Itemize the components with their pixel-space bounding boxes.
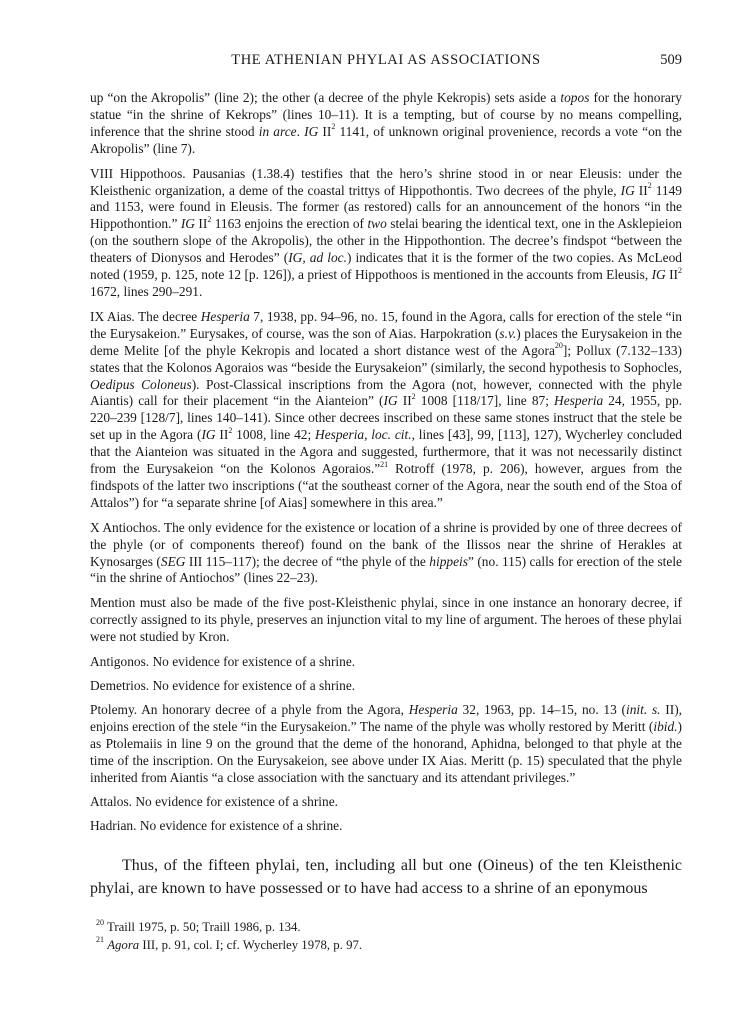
paragraph-ptolemy: Ptolemy. An honorary decree of a phyle from the Agora, Hesperia 32, 1963, pp. 14–15, no. 13 (init. s. II), enjoins erection of the stele “in the Eurysakeion.” The name of the phyle was wholly restored by Meritt (ibid.) as Ptolemaiis in line 9 on the ground that the deme of the honorand, Aphidna, belonged to that phyle at the time of the inscription. On the Eurysakeion, see above under IX Aias. Meritt (p. 15) speculated that the phyle inherited from Aiantis “a close association with the sanctuary and its attendant privileges.” [90, 701, 682, 785]
paragraph-attalos: Attalos. No evidence for existence of a shrine. [90, 794, 339, 810]
footnote-21 [90, 937, 682, 955]
paragraph-post-kleisthenic: Mention must also be made of the five post-Kleisthenic phylai, since in one instance an honorary decree, if correctly assigned to its phyle, preserves an injunction vital to my line of argument. The heroes of these phylai were not studied by Kron. [90, 595, 682, 645]
paragraph-antigonos: Antigonos. No evidence for existence of a shrine. [90, 654, 356, 670]
paragraph-demetrios: Demetrios. No evidence for existence of a shrine. [90, 678, 356, 693]
paragraph-conclusion: Thus, of the fifteen phylai, ten, including all but one (Oineus) of the ten Kleisthenic phylai, are known to have possessed or to have had access to a shrine of an eponymous [90, 857, 682, 897]
footnote-number: 21 [96, 935, 104, 945]
body-text [90, 90, 682, 900]
footnote-text: Agora III, p. 91, col. I; cf. Wycherley 1978, p. 97. [107, 937, 363, 952]
paragraph-hippothoos: VIII Hippothoos. Pausanias (1.38.4) testifies that the hero’s shrine stood in or near Eleusis: under the Kleisthenic organization, a deme of the coastal trittys of Hippothontis. Two decrees of the phyle, IG $II^2$ 1149 and 1153, were found in Eleusis. The former (as restored) calls for an announcement of the honors “in the Hippothontion.” IG $II^2$ 1163 enjoins the erection of two stelai bearing the identical text, one in the Asklepieion (on the southern slope of the Akropolis), the other in the Hippothontion. The decree’s findspot “between the theaters of Dionysos and Herodes” (IG, ad loc.) indicates that it is the former of the two copies. As McLeod noted (1959, p. 125, note 12 [p. 126]), a priest of Hippothoos is mentioned in the accounts from Eleusis, IG $II^2$ 1672, lines 290–291. [90, 165, 682, 299]
page-number: 509 [660, 52, 682, 68]
running-head: THE ATHENIAN PHYLAI AS ASSOCIATIONS [231, 52, 541, 68]
paragraph-kekrops-continuation: up “on the Akropolis” (line 2); the other (a decree of the phyle Kekropis) sets aside a topos for the honorary statue “in the shrine of Kekrops” (lines 10–11). It is a tempting, but of course by no means compelling, inference that the shrine stood in arce. IG $II^2$ 1141, of unknown original provenience, records a vote “on the Akropolis” (line 7). [90, 90, 683, 156]
paragraph-antiochos: X Antiochos. The only evidence for the existence or location of a shrine is provided by one of three decrees of the phyle (or of components thereof) found on the bank of the Ilissos near the shrine of Herakles at Kynosarges (SEG III 115–117); the decree of “the phyle of the hippeis” (no. 115) calls for erection of the stele “in the shrine of Antiochos” (lines 22–23). [90, 519, 683, 586]
page-header [90, 52, 682, 72]
footnote-number: 20 [96, 917, 104, 927]
paragraph-aias: IX Aias. The decree Hesperia 7, 1938, pp. 94–96, no. 15, found in the Agora, calls for erection of the stele “in the Eurysakeion.” Eurysakes, of course, was the son of Aias. Harpokration (s.v.) places the Eurysakeion in the deme Melite [of the phyle Kekropis and located a short distance west of the Agora$^{20}$]; Pollux (7.132–133) states that the Kolonos Agoraios was “beside the Eurysakeion” (similarly, the second hypothesis to Sophocles, Oedipus Coloneus). Post-Classical inscriptions from the Agora (not, however, connected with the phyle Aiantis) call for their placement “in the Aianteion” (IG $II^2$ 1008 [118/17], line 87; Hesperia 24, 1955, pp. 220–239 [128/7], lines 140–141). Since other decrees inscribed on these same stones instruct that the stele be set up in the Agora (IG $II^2$ 1008, line 42; Hesperia, loc. cit., lines [43], 99, [113], 127), Wycherley concluded that the Aianteion was situated in the Agora and suggested, furthermore, that it was not necessarily distinct from the Eurysakeion “on the Kolonos Agoraios.”$^{21}$ Rotroff (1978, p. 206), however, argues from the findspots of the latter two inscriptions (“at the southeast corner of the Agora, near the south end of the Stoa of Attalos”) for “a separate shrine [of Aias] somewhere in this area.” [90, 308, 683, 510]
footnote-20 [90, 919, 682, 937]
footnotes [90, 919, 682, 954]
paragraph-hadrian: Hadrian. No evidence for existence of a shrine. [90, 818, 343, 834]
footnote-text: Traill 1975, p. 50; Traill 1986, p. 134. [106, 920, 301, 934]
